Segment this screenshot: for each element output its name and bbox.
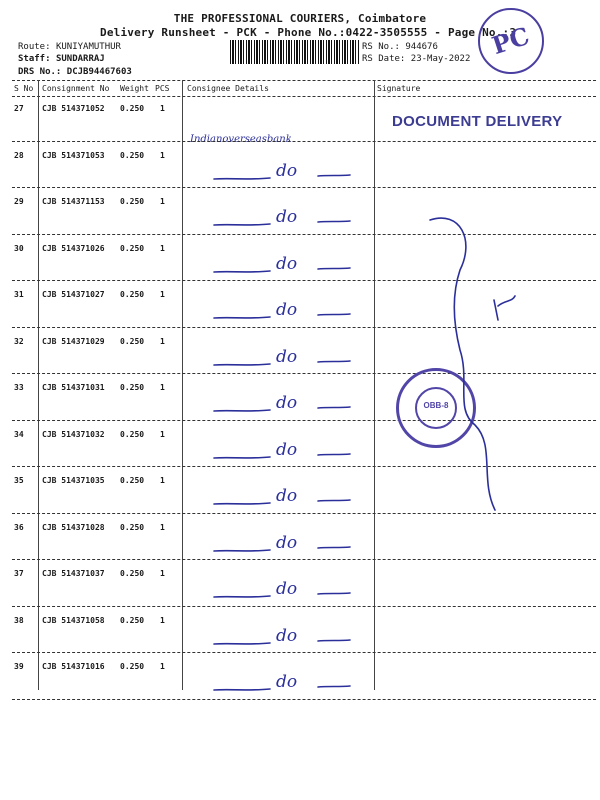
row-separator (12, 187, 596, 188)
row-weight: 0.250 (120, 290, 145, 299)
row-consignee-ditto (210, 579, 360, 603)
col-header-signature: Signature (377, 84, 421, 93)
row-consignee: do (276, 253, 298, 274)
staff-label: Staff: (18, 54, 51, 64)
row-pcs: 1 (160, 615, 165, 625)
staff-line (18, 54, 105, 64)
row-sno: 37 (14, 569, 24, 578)
row-pcs: 1 (160, 522, 165, 532)
row-consignment-no: CJB 514371026 (42, 243, 105, 253)
ditto-stroke (214, 178, 270, 179)
row-consignee: do (276, 160, 298, 181)
row-consignment-no: CJB 514371052 (42, 104, 105, 113)
runsheet-subtitle: Delivery Runsheet - PCK - Phone No.:0422-3505555 - Page No.:3 (100, 26, 517, 39)
ditto-stroke (318, 686, 350, 687)
row-consignee-ditto (210, 672, 360, 696)
column-rule (374, 80, 375, 690)
row-consignment-no: CJB 514371035 (42, 476, 105, 485)
ditto-stroke (214, 317, 270, 318)
row-consignee-ditto (210, 626, 360, 650)
ditto-stroke (318, 500, 350, 501)
row-pcs: 1 (160, 662, 165, 671)
row-consignee-ditto (210, 393, 360, 417)
ditto-stroke (318, 361, 350, 362)
row-consignee: do (276, 439, 298, 460)
row-separator (12, 606, 596, 607)
pc-stamp-text: PC (488, 20, 533, 61)
drs-line (18, 67, 132, 77)
row-consignment-no: CJB 514371058 (42, 615, 105, 625)
row-weight: 0.250 (120, 243, 145, 253)
route-value: KUNIYAMUTHUR (55, 42, 121, 52)
ditto-stroke (214, 410, 270, 411)
row-consignee: do (276, 672, 298, 692)
row-pcs: 1 (160, 336, 165, 346)
row-consignee-ditto (210, 440, 360, 464)
row-weight: 0.250 (120, 569, 145, 578)
row-pcs: 1 (160, 150, 165, 160)
row-consignee: do (276, 346, 298, 367)
ditto-stroke (318, 640, 350, 641)
ditto-stroke (214, 224, 270, 225)
column-rule (38, 80, 39, 690)
row-weight: 0.250 (120, 429, 145, 439)
row-consignment-no: CJB 514371031 (42, 383, 105, 392)
row-pcs: 1 (160, 104, 165, 113)
ditto-stroke (214, 596, 270, 597)
row-separator (12, 699, 596, 700)
col-header-weight: Weight (120, 84, 149, 93)
rs-no-line (362, 42, 438, 52)
ditto-stroke (214, 689, 270, 690)
rs-date-label: RS Date: (362, 54, 406, 64)
route-line (18, 42, 121, 52)
row-sno: 36 (14, 522, 24, 532)
ditto-stroke (214, 550, 270, 551)
row-consignee-ditto (210, 254, 360, 278)
row-weight: 0.250 (120, 336, 145, 346)
ditto-stroke (214, 643, 270, 644)
ditto-stroke (318, 221, 350, 222)
rs-no-label: RS No.: (362, 42, 400, 52)
row-pcs: 1 (160, 197, 165, 206)
row-consignment-no: CJB 514371032 (42, 429, 105, 439)
row-weight: 0.250 (120, 197, 145, 206)
staff-value: SUNDARRAJ (55, 54, 105, 64)
col-header-sno: S No (14, 84, 34, 93)
row-consignment-no: CJB 514371027 (42, 290, 105, 299)
header-bottom-rule (12, 96, 596, 97)
row-consignment-no: CJB 514371037 (42, 569, 105, 578)
ditto-stroke (318, 547, 350, 548)
row-sno: 38 (14, 615, 24, 625)
row-consignee: do (276, 207, 298, 227)
row-consignment-no: CJB 514371053 (42, 150, 105, 160)
ditto-stroke (214, 457, 270, 458)
row-consignee: do (276, 486, 298, 506)
header-top-rule (12, 80, 596, 81)
row-weight: 0.250 (120, 476, 145, 485)
row-weight: 0.250 (120, 150, 145, 160)
row-sno: 39 (14, 662, 24, 671)
row-consignment-no: CJB 514371153 (42, 197, 105, 206)
row-sno: 32 (14, 336, 24, 346)
row-sno: 30 (14, 243, 24, 253)
row-sno: 29 (14, 197, 24, 206)
row-sno: 34 (14, 429, 24, 439)
row-consignee: do (276, 300, 298, 320)
row-weight: 0.250 (120, 522, 145, 532)
row-consignee: Indianoverseasbank (190, 134, 292, 145)
row-separator (12, 559, 596, 560)
ditto-stroke (214, 364, 270, 365)
col-header-pcs: PCS (155, 84, 170, 93)
column-rule (182, 80, 183, 690)
rs-date-line (362, 54, 470, 64)
row-weight: 0.250 (120, 104, 145, 113)
row-consignment-no: CJB 514371028 (42, 522, 105, 532)
stamp-code: OBB-8 (423, 401, 449, 410)
document-delivery-stamp: DOCUMENT DELIVERY (392, 113, 563, 130)
row-consignee-ditto (210, 486, 360, 510)
ditto-stroke (318, 268, 350, 269)
barcode (230, 40, 360, 64)
row-pcs: 1 (160, 476, 165, 485)
row-consignment-no: CJB 514371029 (42, 336, 105, 346)
ditto-stroke (318, 593, 350, 594)
drs-value: DCJB94467603 (66, 67, 132, 77)
row-consignee: do (276, 625, 298, 646)
row-sno: 27 (14, 104, 24, 113)
pc-corner-stamp (478, 8, 544, 74)
row-consignee-ditto (210, 161, 360, 185)
row-sno: 33 (14, 383, 24, 392)
rs-no-value: 944676 (405, 42, 438, 52)
row-consignment-no: CJB 514371016 (42, 662, 105, 671)
ditto-stroke (318, 407, 350, 408)
row-sno: 35 (14, 476, 24, 485)
signature-bracket (420, 210, 530, 520)
rs-date-value: 23-May-2022 (410, 54, 471, 64)
row-consignee-ditto (210, 300, 360, 324)
ditto-stroke (318, 454, 350, 455)
row-consignee-ditto (210, 533, 360, 557)
ditto-stroke (318, 175, 350, 176)
col-header-consignee: Consignee Details (187, 84, 269, 93)
ditto-stroke (214, 271, 270, 272)
row-consignee-ditto (210, 207, 360, 231)
row-pcs: 1 (160, 290, 165, 299)
row-sno: 31 (14, 290, 24, 299)
row-separator (12, 141, 596, 142)
row-separator (12, 652, 596, 653)
ditto-stroke (214, 503, 270, 504)
row-pcs: 1 (160, 429, 165, 439)
row-consignee-ditto (210, 347, 360, 371)
row-sno: 28 (14, 150, 24, 160)
col-header-consignment: Consignment No (42, 84, 110, 93)
row-pcs: 1 (160, 383, 165, 392)
row-consignee: do (276, 579, 298, 599)
row-consignee: do (276, 393, 298, 413)
ditto-stroke (318, 314, 350, 315)
row-weight: 0.250 (120, 615, 145, 625)
row-weight: 0.250 (120, 383, 145, 392)
company-title: THE PROFESSIONAL COURIERS, Coimbatore (173, 12, 427, 25)
drs-label: DRS No.: (18, 67, 62, 77)
row-consignee: do (276, 532, 298, 553)
row-pcs: 1 (160, 569, 165, 578)
route-label: Route: (18, 42, 51, 52)
row-pcs: 1 (160, 243, 165, 253)
row-weight: 0.250 (120, 662, 145, 671)
